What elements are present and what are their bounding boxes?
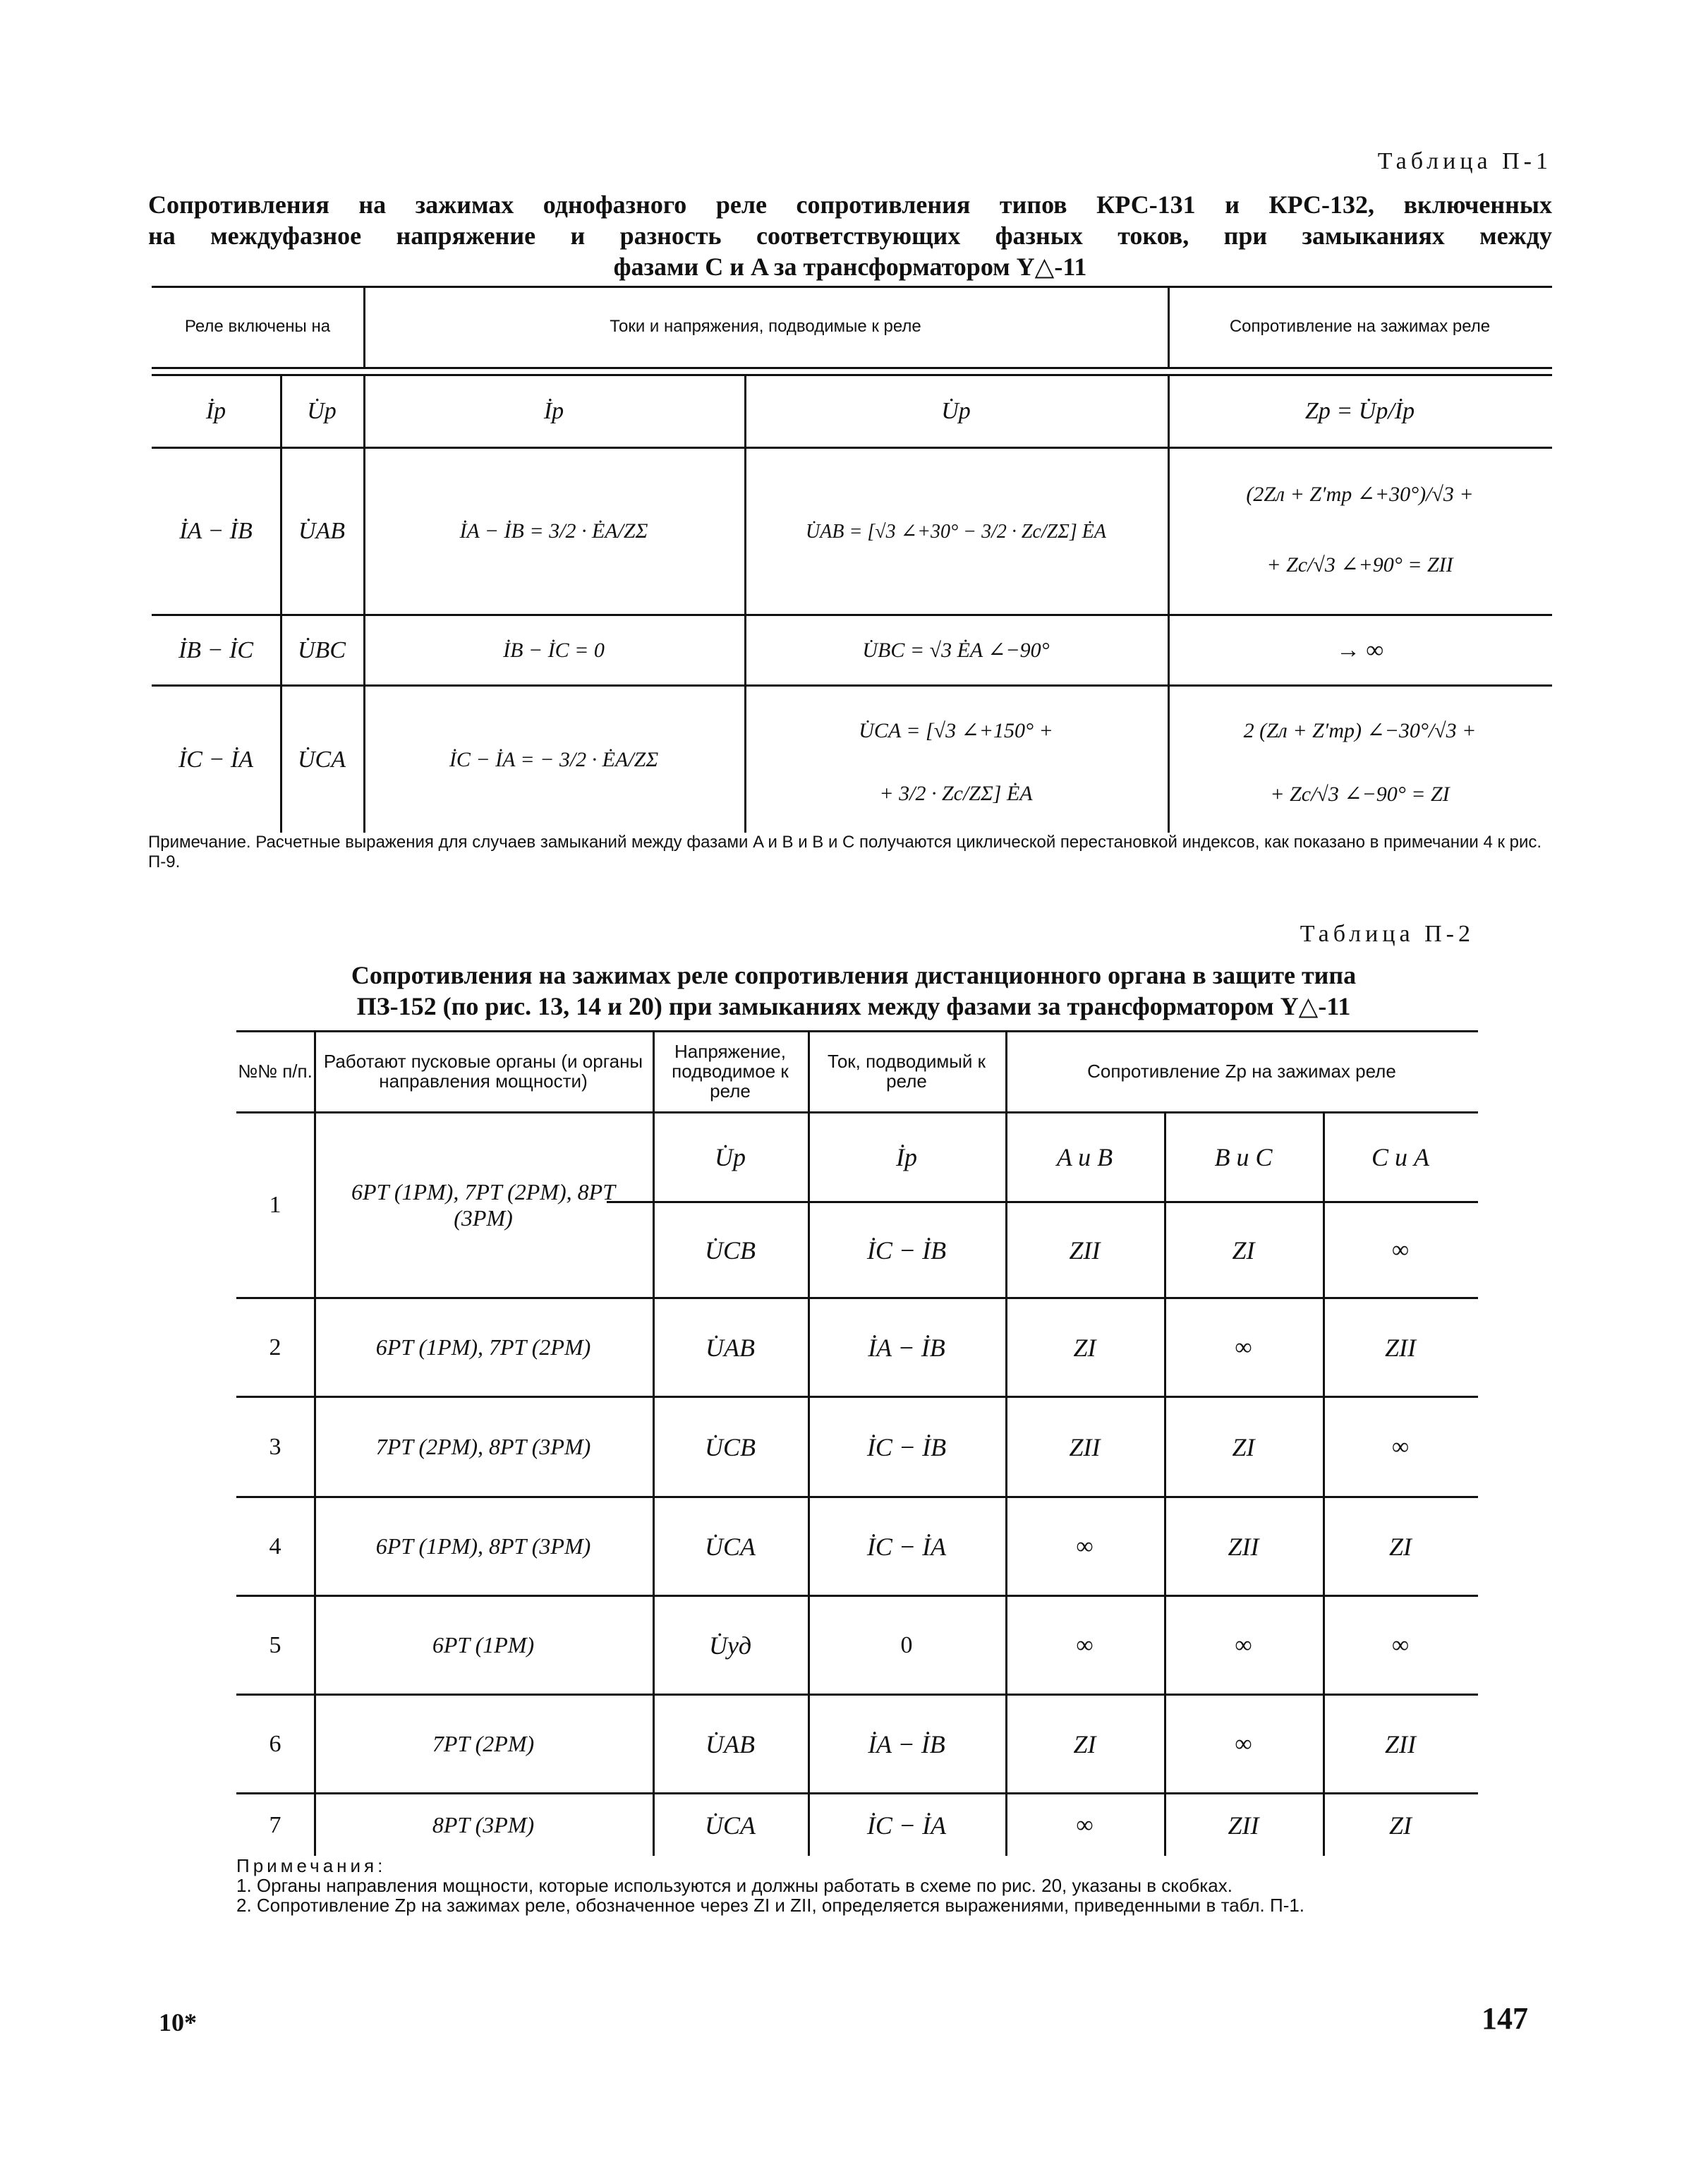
table2-title-line1: Сопротивления на зажимах реле сопротивления дистанционного органа в защите типа xyxy=(351,961,1357,989)
table2-row7-i: İC − İA xyxy=(866,1811,947,1840)
table1-title xyxy=(148,189,1552,282)
table2-row5-num: 5 xyxy=(269,1631,281,1658)
table2-row4-bc: ZII xyxy=(1228,1532,1259,1561)
table2-row4-ca: ZI xyxy=(1388,1532,1412,1561)
table2-row3-bc: ZI xyxy=(1232,1432,1255,1461)
table2-row3-ab: ZII xyxy=(1069,1432,1101,1461)
table1-row3-current: İC − İA = − 3/2 · ĖA/ZΣ xyxy=(449,747,659,771)
table2-row7-num: 7 xyxy=(269,1811,281,1838)
table1-row2-res: → ∞ xyxy=(1336,636,1383,663)
table1-row2-up: U̇BC xyxy=(298,636,346,663)
table2-row3-organs: 7PT (2PM), 8PT (3PM) xyxy=(375,1434,591,1459)
table2-row2-num: 2 xyxy=(269,1334,281,1360)
table2-row3-num: 3 xyxy=(269,1433,281,1460)
table1-header-resistance: Сопротивление на зажимах реле xyxy=(1229,316,1491,336)
table1 xyxy=(152,286,1552,833)
table2-row2-u: U̇AB xyxy=(705,1333,755,1362)
table2-row1-i: İC − İB xyxy=(866,1236,947,1264)
table1-title-line2: на междуфазное напряжение и разность соответствующих фазных токов, при замыканиях между xyxy=(148,222,1552,250)
table2-title xyxy=(233,960,1474,1022)
table2-row6-u: U̇AB xyxy=(705,1730,755,1758)
table2-row6-ca: ZII xyxy=(1385,1730,1416,1758)
table2-row1-num: 1 xyxy=(269,1192,281,1218)
table2-title-line2: ПЗ-152 (по рис. 13, 14 и 20) при замыканиях между фазами за трансформатором Y△-11 xyxy=(356,992,1351,1020)
table2-row6-organs: 7PT (2PM) xyxy=(432,1731,535,1756)
table1-sub-ip2: İр xyxy=(543,398,564,424)
table2-row1-bc: ZI xyxy=(1232,1236,1255,1264)
table1-row1-current: İA − İB = 3/2 · ĖA/ZΣ xyxy=(459,519,648,543)
table2-notes-heading: Примечания: xyxy=(236,1855,387,1876)
table1-sub-up2: U̇р xyxy=(941,398,971,424)
table2-header-resistance: Сопротивление Zр на зажимах реле xyxy=(1087,1060,1396,1082)
table1-row1-up: U̇AB xyxy=(298,518,346,544)
table1-row3-res2: + Zc/√3 ∠−90° = ZI xyxy=(1270,782,1450,806)
table2-row1-ca: ∞ xyxy=(1391,1236,1410,1263)
table2-row4-i: İC − İA xyxy=(866,1532,947,1561)
table2-row3-u: U̇CB xyxy=(705,1432,756,1461)
table1-sub-ip: İр xyxy=(205,398,226,424)
table2-row2-i: İA − İB xyxy=(868,1333,945,1362)
table2-sub-ca: C и A xyxy=(1371,1143,1429,1171)
table2-row2-organs: 6PT (1PM), 7PT (2PM) xyxy=(375,1334,591,1360)
table2-notes xyxy=(236,1856,1478,1915)
table2-sub-up: U̇р xyxy=(715,1143,746,1171)
table2-row3-i: İC − İB xyxy=(866,1432,947,1461)
page-number: 147 xyxy=(1482,2001,1528,2036)
table2-row6-bc: ∞ xyxy=(1235,1730,1252,1757)
table2-row1-ab: ZII xyxy=(1069,1236,1101,1264)
table2 xyxy=(236,1030,1478,1866)
table2-row5-i: 0 xyxy=(900,1631,913,1658)
table2-row7-organs: 8PT (3PM) xyxy=(432,1812,535,1837)
table2-note-1: 1. Органы направления мощности, которые используются и должны работать в схеме по рис. 20, указаны в скобках. xyxy=(236,1875,1232,1896)
table2-row6-i: İA − İB xyxy=(868,1730,945,1758)
table2-row2-ca: ZII xyxy=(1385,1333,1416,1362)
table1-header-currents: Токи и напряжения, подводимые к реле xyxy=(610,316,921,336)
table1-title-line3: фазами C и A за трансформатором Y△-11 xyxy=(613,253,1087,281)
table1-row2-voltage: U̇BC = √3 ĖA ∠−90° xyxy=(862,639,1050,662)
table1-row3-voltage2: + 3/2 · Zc/ZΣ] ĖA xyxy=(879,782,1033,805)
table2-row3-ca: ∞ xyxy=(1391,1433,1410,1460)
table2-row7-bc: ZII xyxy=(1228,1811,1259,1840)
table2-row1-organs: 6PT (1PM), 7PT (2PM), 8PT (3PM) xyxy=(351,1179,615,1231)
table2-row5-organs: 6PT (1PM) xyxy=(432,1632,535,1658)
table2-header-current: Ток, подводимый к реле xyxy=(827,1050,986,1092)
table1-sub-zp: Zр = U̇р/İр xyxy=(1304,398,1415,424)
table1-row2-current: İB − İC = 0 xyxy=(503,638,605,662)
table1-title-line1: Сопротивления на зажимах однофазного реле сопротивления типов КРС-131 и КРС-132, включенных xyxy=(148,191,1552,219)
table2-header-voltage: Напряжение, подводимое к реле xyxy=(672,1040,789,1101)
table2-row1-u: U̇CB xyxy=(705,1236,756,1264)
table2-row2-bc: ∞ xyxy=(1235,1334,1252,1360)
table1-row1-voltage: U̇AB = [√3 ∠+30° − 3/2 · Zc/ZΣ] ĖA xyxy=(806,521,1106,543)
table2-row5-u: U̇уд xyxy=(708,1631,752,1660)
table1-row1-ip: İA − İB xyxy=(179,518,253,544)
table1-sub-up: U̇р xyxy=(307,398,337,424)
table2-row7-u: U̇CA xyxy=(705,1811,756,1840)
table1-row3-voltage1: U̇CA = [√3 ∠+150° + xyxy=(859,718,1053,742)
table2-row5-ca: ∞ xyxy=(1391,1631,1410,1658)
table2-row5-bc: ∞ xyxy=(1235,1631,1252,1658)
table2-note-2: 2. Сопротивление Zр на зажимах реле, обозначенное через ZI и ZII, определяется выражениями, приведенными в табл. П-1. xyxy=(236,1895,1305,1916)
table2-row7-ab: ∞ xyxy=(1076,1811,1094,1838)
table2-sub-ip: İр xyxy=(896,1143,917,1171)
table1-row1-res2: + Zc/√3 ∠+90° = ZII xyxy=(1266,553,1453,577)
signature-mark: 10* xyxy=(159,2008,197,2036)
table2-sub-ab: A и B xyxy=(1056,1143,1113,1171)
table1-row2-ip: İB − İC xyxy=(178,636,254,663)
table2-row4-num: 4 xyxy=(269,1533,281,1559)
table2-row4-organs: 6PT (1PM), 8PT (3PM) xyxy=(375,1533,591,1559)
table1-label: Таблица П-1 xyxy=(1377,148,1552,174)
table1-row3-up: U̇CA xyxy=(298,746,346,773)
table2-row4-ab: ∞ xyxy=(1076,1533,1094,1559)
table1-row3-res1: 2 (Zл + Z′тр) ∠−30°/√3 + xyxy=(1243,718,1477,742)
table2-sub-bc: B и C xyxy=(1214,1143,1273,1171)
table2-row4-u: U̇CA xyxy=(705,1532,756,1561)
table2-label: Таблица П-2 xyxy=(1300,921,1474,947)
table2-row2-ab: ZI xyxy=(1073,1333,1096,1362)
table2-row7-ca: ZI xyxy=(1388,1811,1412,1840)
table2-row5-ab: ∞ xyxy=(1076,1631,1094,1658)
table1-note: Примечание. Расчетные выражения для случаев замыканий между фазами A и B и B и C получаются циклической перестановкой индексов, как показано в примечании 4 к рис. П-9. xyxy=(148,833,1542,871)
table2-header-organs: Работают пусковые органы (и органы направления мощности) xyxy=(323,1050,643,1092)
table2-header-num: №№ п/п. xyxy=(238,1060,313,1082)
table1-header-relay: Реле включены на xyxy=(184,316,331,336)
table1-row1-res1: (2Zл + Z′тр ∠+30°)/√3 + xyxy=(1246,482,1474,506)
table1-row3-ip: İC − İA xyxy=(178,746,254,773)
table2-row6-num: 6 xyxy=(269,1730,281,1757)
table2-row6-ab: ZI xyxy=(1073,1730,1096,1758)
